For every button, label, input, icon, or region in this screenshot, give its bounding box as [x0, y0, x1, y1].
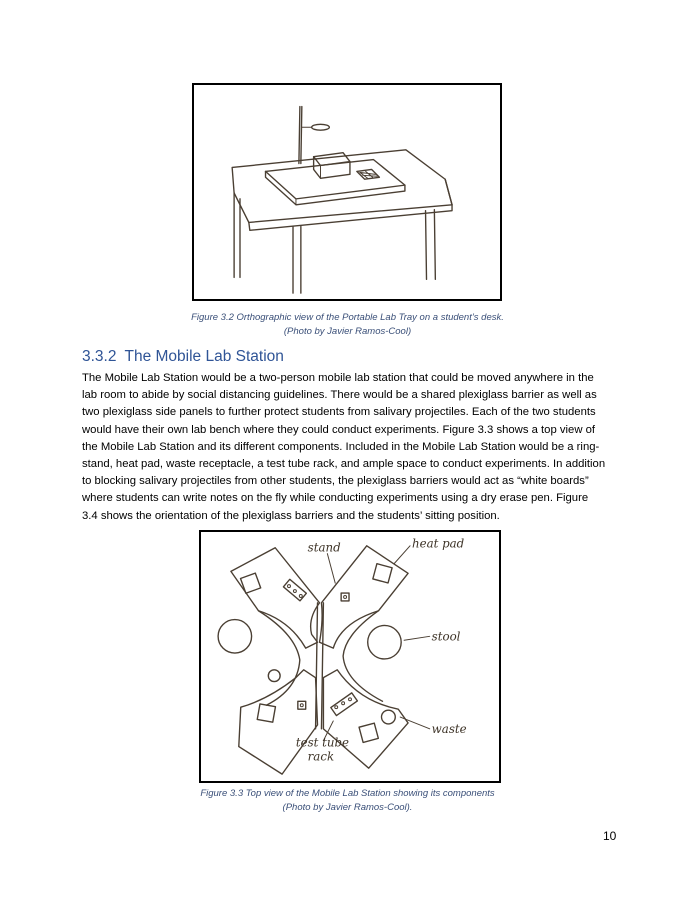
paragraph-line: to blocking salivary projectiles from other students, the plexiglass barriers would act as “white boards”	[82, 475, 589, 488]
figure-3-2-sketch	[192, 83, 502, 301]
paragraph-line: where students can write notes on the fly while conducting experiments using a dry erase pen. Figure	[82, 492, 589, 505]
label-stand: stand	[307, 540, 341, 555]
section-heading	[82, 348, 284, 366]
page-number: 10	[603, 829, 617, 843]
figure-3-3-caption-line2: (Photo by Javier Ramos-Cool).	[282, 802, 413, 813]
paragraph-line: would have their own lab bench where they could conduct experiments. Figure 3.3 shows a top view of	[82, 423, 596, 436]
figure-3-2-caption-line2: (Photo by Javier Ramos-Cool)	[283, 326, 412, 337]
label-waste: waste	[431, 721, 467, 736]
paragraph-line: the Mobile Lab Station and its different components. Included in the Mobile Lab Station would be a ring-	[82, 440, 600, 453]
figure-3-3-caption	[0, 787, 695, 815]
section-paragraph	[82, 370, 622, 525]
paragraph-line: 3.4 shows the orientation of the plexiglass barriers and the students’ sitting position.	[82, 509, 500, 522]
paragraph-line: lab room to abide by social distancing guidelines. There would be a shared plexiglass barrier as well as	[82, 389, 597, 402]
paragraph-line: two plexiglass side panels to further protect students from salivary projectiles. Each of the two students	[82, 406, 596, 419]
lab-station-top-view	[201, 532, 499, 781]
figure-3-2-caption-line1: Figure 3.2 Orthographic view of the Portable Lab Tray on a student’s desk.	[191, 312, 504, 323]
label-stool: stool	[431, 629, 461, 644]
figure-3-3-sketch	[199, 530, 501, 783]
label-rack: rack	[307, 749, 335, 764]
paragraph-line: stand, heat pad, waste receptacle, a test tube rack, and ample space to conduct experiments. In addition	[82, 458, 606, 471]
figure-3-2-caption	[0, 311, 695, 339]
label-test-tube: test tube	[295, 735, 350, 750]
section-title: The Mobile Lab Station	[124, 348, 284, 365]
desk-tray-drawing	[194, 85, 500, 299]
section-number: 3.3.2	[82, 348, 117, 365]
paragraph-line: The Mobile Lab Station would be a two-person mobile lab station that could be moved anywhere in the	[82, 372, 594, 384]
label-heat-pad: heat pad	[412, 536, 465, 551]
figure-3-3-caption-line1: Figure 3.3 Top view of the Mobile Lab Station showing its components	[200, 788, 495, 799]
